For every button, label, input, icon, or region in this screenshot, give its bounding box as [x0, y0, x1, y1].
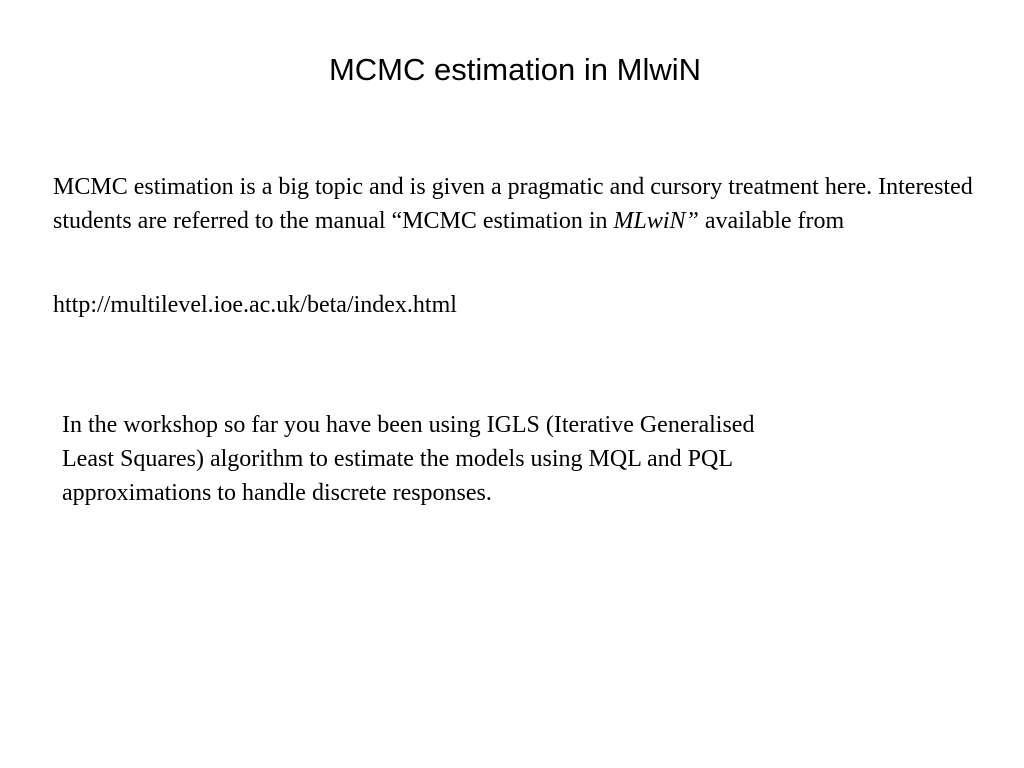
manual-url: http://multilevel.ioe.ac.uk/beta/index.html: [53, 292, 457, 318]
slide-title: MCMC estimation in MlwiN: [328, 52, 702, 87]
intro-text-before: MCMC estimation is a big topic and is given a pragmatic and cursory treatment here. Interested students are referred to the manual “MCMC estimation in: [53, 174, 973, 234]
intro-paragraph: [53, 170, 1003, 238]
manual-title-italic: MLwiN”: [613, 208, 699, 234]
intro-text-after: available from: [698, 208, 845, 234]
workshop-paragraph: In the workshop so far you have been using IGLS (Iterative Generalised Least Squares) algorithm to estimate the models using MQL and PQL approximations to handle discrete responses.: [62, 412, 755, 506]
